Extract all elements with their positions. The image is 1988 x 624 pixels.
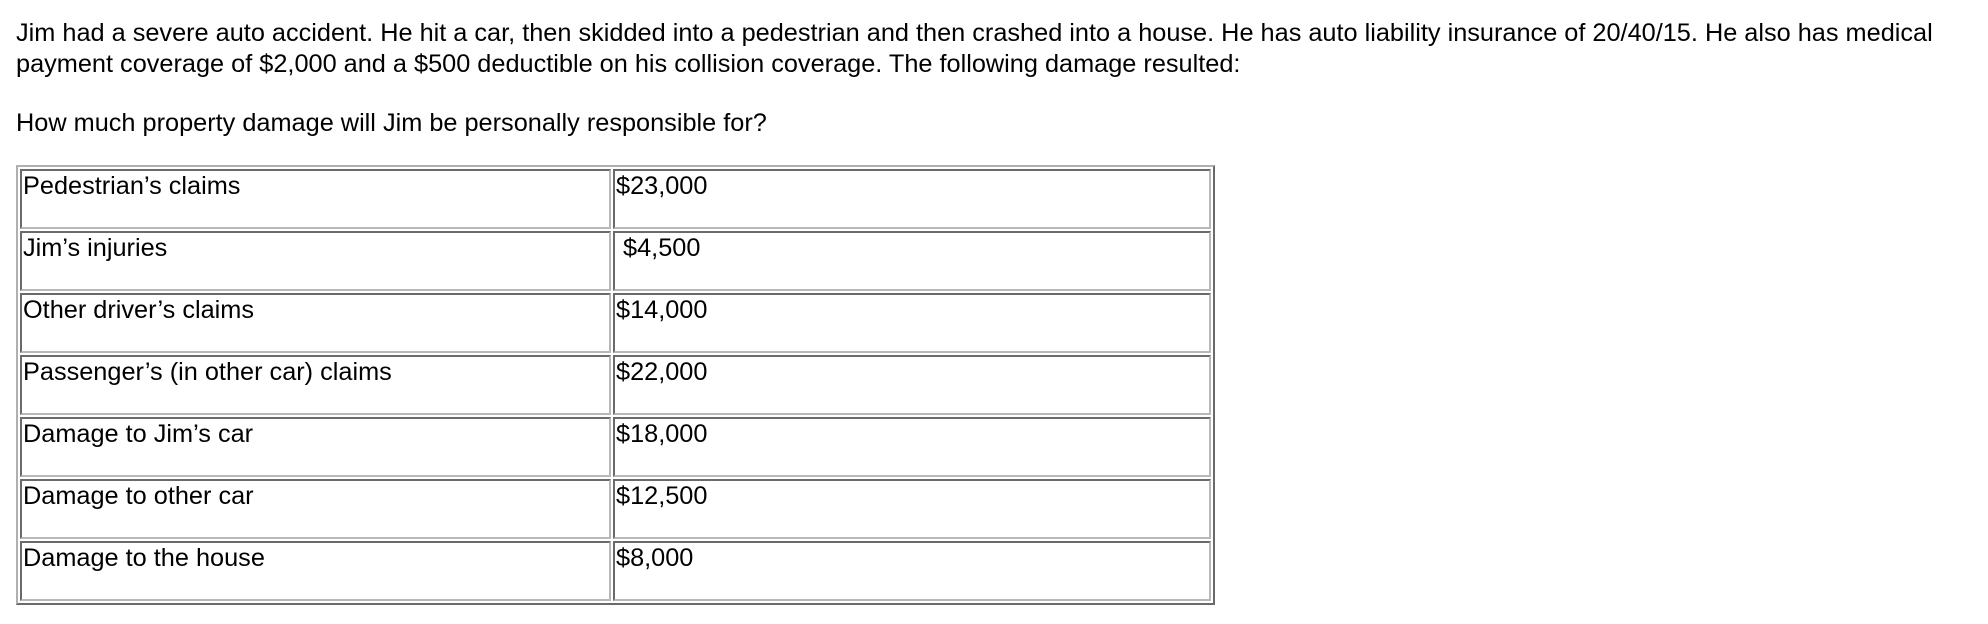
problem-statement: Jim had a severe auto accident. He hit a car, then skidded into a pedestrian and then crashed into a house. He has auto liability insurance of 20/40/15. He also has medical payment coverage of $2,000 and a $500 deductible on his collision coverage. The following damage resulted: (16, 19, 1933, 78)
row-amount: $8,000 (613, 541, 1211, 601)
row-amount: $14,000 (613, 293, 1211, 353)
table-row (20, 169, 1211, 229)
table-row (20, 479, 1211, 539)
table-row (20, 417, 1211, 477)
row-label: Jim’s injuries (20, 231, 611, 291)
row-amount: $18,000 (613, 417, 1211, 477)
damage-table-body (20, 169, 1211, 601)
table-row (20, 293, 1211, 353)
row-label: Passenger’s (in other car) claims (20, 355, 611, 415)
row-label: Damage to Jim’s car (20, 417, 611, 477)
row-amount: $4,500 (613, 231, 1211, 291)
table-row (20, 541, 1211, 601)
question-text: How much property damage will Jim be personally responsible for? (16, 109, 767, 137)
row-label: Other driver’s claims (20, 293, 611, 353)
row-label: Damage to the house (20, 541, 611, 601)
row-label: Damage to other car (20, 479, 611, 539)
row-amount: $22,000 (613, 355, 1211, 415)
row-amount: $23,000 (613, 169, 1211, 229)
table-row (20, 355, 1211, 415)
table-row (20, 231, 1211, 291)
row-label: Pedestrian’s claims (20, 169, 611, 229)
row-amount: $12,500 (613, 479, 1211, 539)
damage-table (16, 165, 1215, 605)
